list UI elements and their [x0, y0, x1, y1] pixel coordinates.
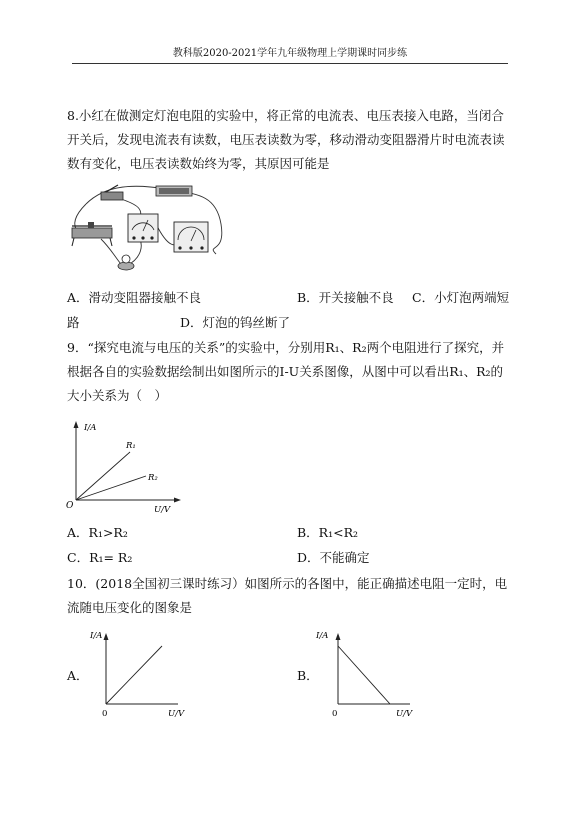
question-10-stem: 10．(2018全国初三课时练习）如图所示的各图中，能正确描述电阻一定时，电流随电压变化的图象是: [67, 576, 508, 615]
q8-option-c-continued: 路: [67, 315, 80, 330]
q9-label-r1: R₁: [126, 441, 136, 451]
page-header: 教科版2020-2021学年九年级物理上学期课时同步练: [72, 44, 508, 64]
q9-label-r2: R₂: [148, 473, 158, 483]
q8-option-c: C．小灯泡两端短: [412, 290, 510, 305]
q10-a-ylabel: I/A: [90, 631, 103, 641]
q10-b-ylabel: I/A: [316, 631, 329, 641]
q9-xlabel: U/V: [154, 505, 171, 515]
q10-graph-a: [90, 630, 198, 722]
question-8-stem: 8.小红在做测定灯泡电阻的实验中，将正常的电流表、电压表接入电路，当闭合开关后，发现电流表有读数，电压表读数为零，移动滑动变阻器滑片时电流表读数有变化，电压表读数始终为零，其原因可能是: [67, 108, 505, 171]
q10-option-b: B．: [297, 668, 319, 683]
q9-option-b: B．R₁<R₂: [297, 525, 359, 540]
q10-option-a: A．: [67, 668, 89, 683]
q9-option-a: A．R₁>R₂: [67, 525, 128, 540]
q10-b-line: [338, 646, 390, 704]
q9-option-d: D．不能确定: [297, 550, 370, 565]
q9-ylabel: I/A: [84, 423, 97, 433]
q9-origin: O: [66, 501, 74, 511]
q10-b-xlabel: U/V: [396, 709, 413, 719]
circuit-apparatus-figure: [66, 184, 236, 284]
q8-option-a: A．滑动变阻器接触不良: [67, 290, 202, 305]
q9-option-c: C．R₁= R₂: [67, 550, 133, 565]
q8-option-b: B．开关接触不良: [297, 290, 394, 305]
q9-line-r1: [76, 452, 130, 500]
q10-a-xlabel: U/V: [168, 709, 185, 719]
q10-a-line: [106, 646, 162, 704]
q10-b-origin: 0: [332, 709, 338, 719]
q9-line-r2: [76, 476, 146, 500]
q10-graph-b: [316, 630, 430, 722]
q8-option-d: D．灯泡的钨丝断了: [180, 315, 291, 330]
q9-iu-graph: [66, 420, 190, 515]
question-9-stem: 9．“探究电流与电压的关系”的实验中，分别用R₁、R₂两个电阻进行了探究，并根据各自的实验数据绘制出如图所示的I-U关系图像，从图中可以看出R₁、R₂的大小关系为（ ）: [67, 340, 505, 403]
q10-a-origin: 0: [102, 709, 108, 719]
